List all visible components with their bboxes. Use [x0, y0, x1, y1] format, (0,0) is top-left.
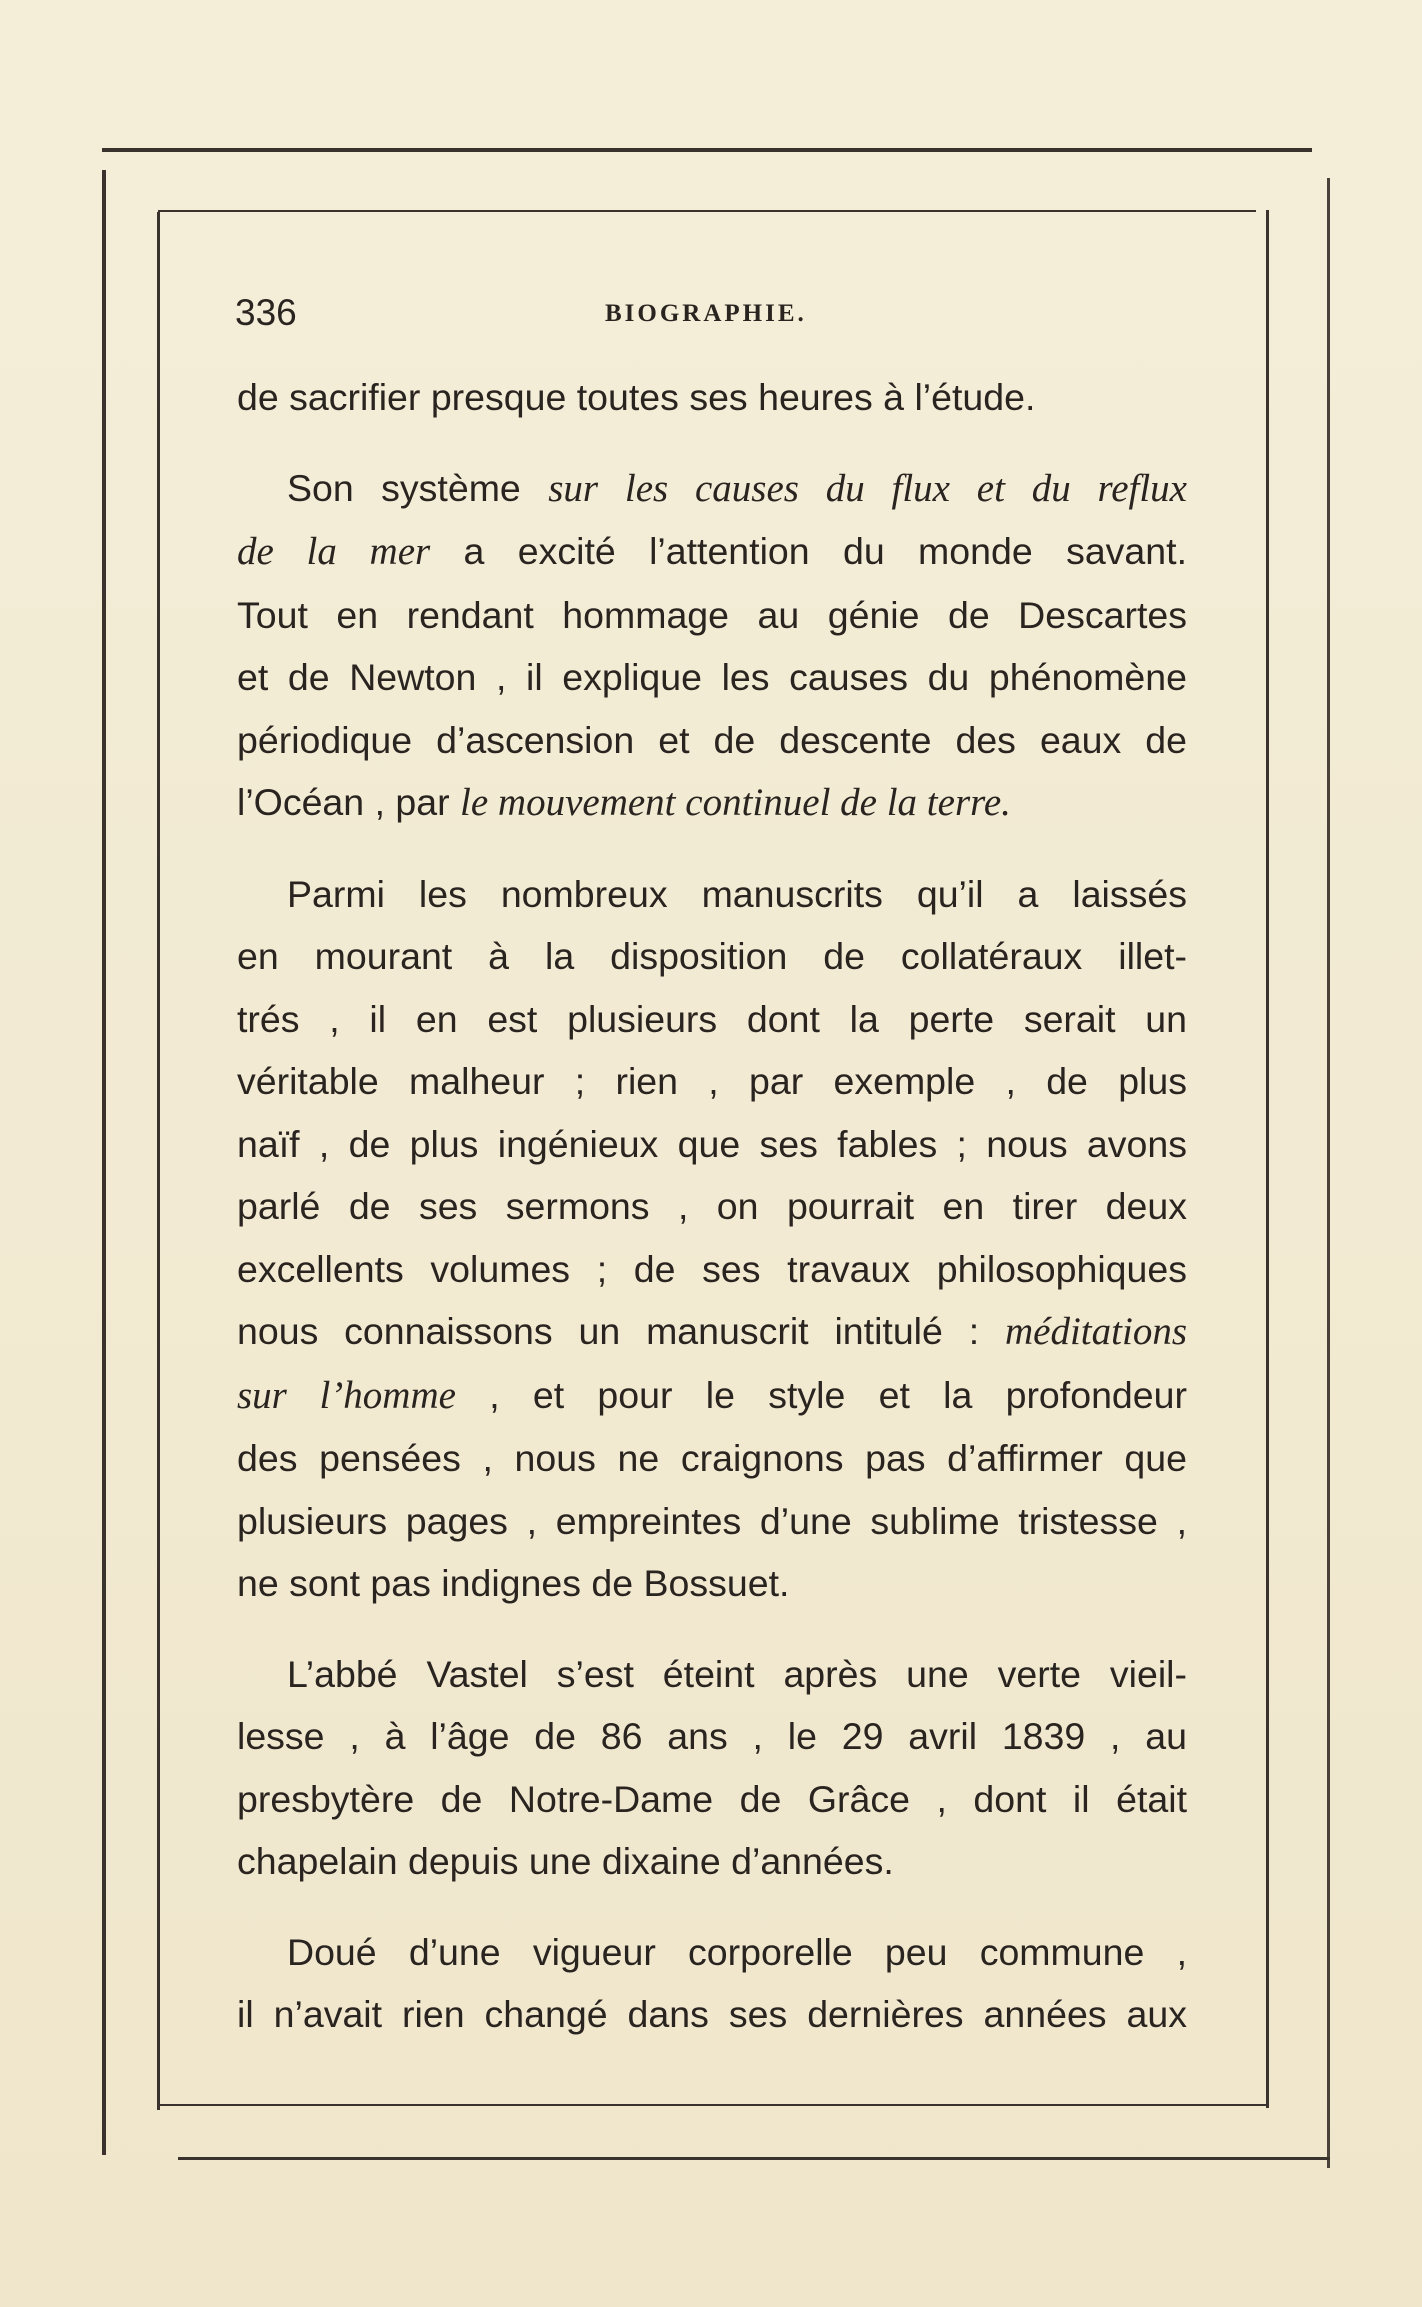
text-line	[237, 646, 1187, 709]
text-line	[237, 771, 1187, 835]
text-run: lesse , à l’âge de 86 ans , le 29 avril 1839 , au	[237, 1715, 1187, 1757]
inner-frame-left-rule	[157, 212, 160, 2110]
text-run: Son système	[287, 466, 549, 509]
text-run: parlé de ses sermons , on pourrait en tirer deux	[237, 1185, 1187, 1227]
text-run: ne sont pas indignes de Bossuet.	[237, 1562, 790, 1604]
italic-text: le mouvement continuel de la terre.	[460, 781, 1011, 824]
text-line	[237, 1830, 1187, 1893]
text-line	[237, 1427, 1187, 1490]
text-line	[237, 1364, 1187, 1428]
paragraph	[237, 1643, 1187, 1893]
text-run: excellents volumes ; de ses travaux philosophiques	[237, 1247, 1187, 1290]
page-header	[235, 292, 1187, 336]
text-line	[237, 1643, 1187, 1706]
text-line	[237, 988, 1187, 1051]
text-run: Doué d’une vigueur corporelle peu commune ,	[287, 1930, 1187, 1973]
text-line	[237, 520, 1187, 584]
text-line	[237, 863, 1187, 926]
paragraph	[237, 366, 1187, 429]
text-line	[237, 1300, 1187, 1364]
paragraph	[237, 863, 1187, 1615]
page-number: 336	[235, 292, 297, 333]
text-run: véritable malheur ; rien , par exemple , de plus	[237, 1060, 1187, 1102]
text-run: plusieurs pages , empreintes d’une sublime tristesse ,	[237, 1499, 1187, 1542]
text-run: en mourant à la disposition de collatéraux illet-	[237, 935, 1187, 977]
text-run: trés , il en est plusieurs dont la perte serait un	[237, 997, 1187, 1040]
text-run: presbytère de Notre-Dame de Grâce , dont il était	[237, 1777, 1187, 1820]
inner-frame-right-rule	[1266, 210, 1269, 2108]
paragraph	[237, 457, 1187, 835]
text-run: périodique d’ascension et de descente des eaux de	[237, 718, 1187, 761]
text-line	[237, 925, 1187, 988]
text-line	[237, 584, 1187, 647]
italic-text: sur l’homme	[237, 1373, 456, 1417]
paragraph	[237, 1921, 1187, 2046]
text-line	[237, 1768, 1187, 1831]
text-run: a excité l’attention du monde savant.	[430, 530, 1187, 572]
inner-frame-bottom-rule	[158, 2104, 1268, 2106]
text-run: Tout en rendant hommage au génie de Descartes	[237, 593, 1187, 636]
text-line	[237, 1705, 1187, 1768]
text-line	[237, 366, 1187, 429]
text-run: nous connaissons un manuscrit intitulé :	[237, 1310, 1005, 1352]
running-head: BIOGRAPHIE.	[605, 300, 807, 327]
text-line	[237, 1490, 1187, 1553]
text-line	[237, 457, 1187, 521]
text-run: , et pour le style et la profondeur	[455, 1373, 1187, 1416]
inner-frame-top-rule	[158, 210, 1256, 212]
text-line	[237, 1113, 1187, 1176]
text-run: des pensées , nous ne craignons pas d’affirmer que	[237, 1437, 1187, 1479]
italic-text: méditations	[1005, 1310, 1187, 1353]
text-line	[237, 1050, 1187, 1113]
text-run: il n’avait rien changé dans ses dernières années aux	[237, 1993, 1187, 2035]
text-line	[237, 1238, 1187, 1301]
text-line	[237, 1552, 1187, 1615]
text-line	[237, 1983, 1187, 2046]
outer-frame-left-rule	[102, 170, 106, 2155]
text-line	[237, 1175, 1187, 1238]
text-run: l’Océan , par	[237, 781, 461, 823]
outer-frame-bottom-rule	[178, 2157, 1330, 2160]
italic-text: de la mer	[237, 530, 431, 573]
text-line	[237, 709, 1187, 772]
text-run: naïf , de plus ingénieux que ses fables ; nous avons	[237, 1122, 1187, 1165]
text-run: chapelain depuis une dixaine d’années.	[237, 1840, 894, 1882]
text-run: de sacrifier presque toutes ses heures à l’étude.	[237, 376, 1036, 418]
text-run: L’abbé Vastel s’est éteint après une verte vieil-	[287, 1652, 1187, 1695]
outer-frame-top-rule	[102, 148, 1312, 152]
text-run: Parmi les nombreux manuscrits qu’il a laissés	[287, 872, 1187, 915]
italic-text: sur les causes du flux et du reflux	[548, 466, 1187, 510]
outer-frame-right-rule	[1327, 178, 1330, 2168]
body-text	[237, 366, 1187, 2046]
text-line	[237, 1921, 1187, 1984]
text-run: et de Newton , il explique les causes du phénomène	[237, 656, 1187, 698]
